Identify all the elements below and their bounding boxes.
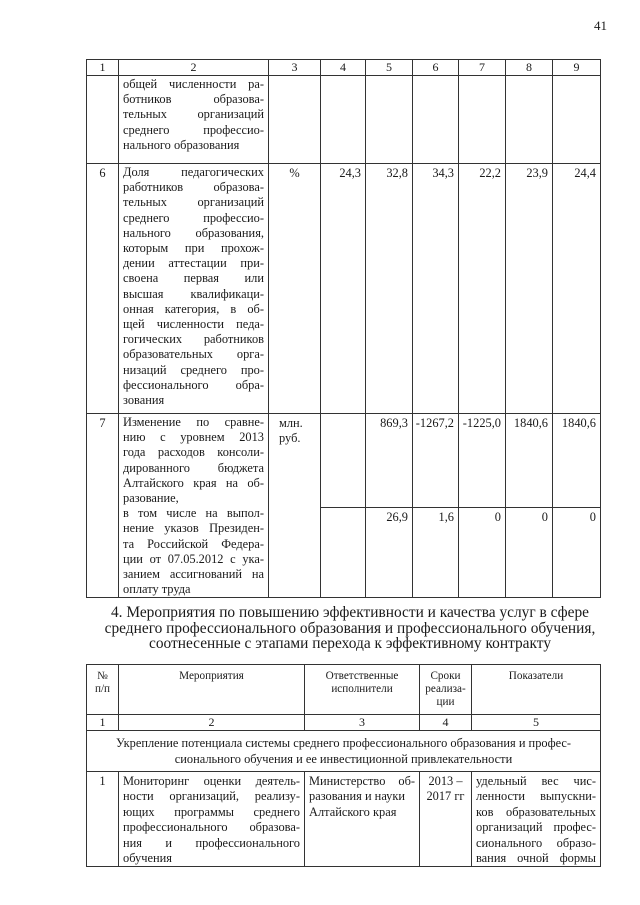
table-header-row — [87, 665, 601, 715]
column-number: 4 — [420, 715, 472, 731]
column-number: 6 — [413, 60, 459, 76]
value-cell: 0 — [506, 508, 553, 598]
table-row-7 — [87, 414, 601, 508]
section-title: Укрепление потенциала системы среднего профессионального образования и профес- сионального обучения и ее инвестиционной привлекательности — [87, 731, 601, 772]
measures-table — [86, 664, 601, 867]
column-number: 8 — [506, 60, 553, 76]
column-number: 3 — [269, 60, 321, 76]
value-cell: 0 — [553, 508, 601, 598]
column-number: 9 — [553, 60, 601, 76]
unit: млн. руб. — [269, 414, 321, 598]
indicator-description: Изменение по сравне- нию с уровнем 2013 года расходов консоли- дированного бюджета Алтайского края на об- разование, в том числе на выпол- нение указов Президен- та Российской Федера- ции от 07.05.2012 с ука- занием ассигнований на оплату труда — [119, 414, 269, 598]
column-number: 1 — [87, 715, 119, 731]
column-number: 5 — [472, 715, 601, 731]
row-number: 6 — [87, 164, 119, 414]
section-heading: 4. Мероприятия по повышению эффективности и качества услуг в сфере среднего профессионального образования и профессионального обучения, соотнесенные с этапами перехода к эффективному контракту — [104, 604, 596, 652]
indicator-description: общей численности ра- ботников образова- тельных организаций среднего профессио- нального образования — [119, 76, 269, 164]
term: 2013 – 2017 гг — [420, 772, 472, 867]
column-number: 2 — [119, 715, 305, 731]
value-cell — [321, 508, 366, 598]
row-number: 1 — [87, 772, 119, 867]
header-responsible: Ответственные исполнители — [305, 665, 420, 715]
row-number: 7 — [87, 414, 119, 598]
value-cell: 1,6 — [413, 508, 459, 598]
header-events: Мероприятия — [119, 665, 305, 715]
page-number: 41 — [594, 18, 607, 33]
value-cell: 1840,6 — [506, 414, 553, 508]
header-number: № п/п — [87, 665, 119, 715]
indicator-description: Доля педагогических работников образова- тельных организаций среднего профессио- нального образования, которым при прохож- дении аттестации при- своена первая или высшая квалификаци- онная категория, в об- щей численности педа- гогических работников образовательных орга- низаций среднего про- фессионального обра- зования — [119, 164, 269, 414]
column-number: 2 — [119, 60, 269, 76]
column-number: 4 — [321, 60, 366, 76]
value-cell: 34,3 — [413, 164, 459, 414]
section-row — [87, 731, 601, 772]
value-cell: 1840,6 — [553, 414, 601, 508]
column-number-row — [87, 715, 601, 731]
value-cell: 23,9 — [506, 164, 553, 414]
value-cell — [321, 414, 366, 508]
event-description: Мониторинг оценки деятель- ности организаций, реализу- ющих программы среднего профессионального образова- ния и профессионального обучения — [119, 772, 305, 867]
value-cell: 32,8 — [366, 164, 413, 414]
value-cell: 24,4 — [553, 164, 601, 414]
indicator: удельный вес чис- ленности выпускни- ков образовательных организаций профес- сионального образо- вания очной формы — [472, 772, 601, 867]
unit: % — [269, 164, 321, 414]
column-number: 5 — [366, 60, 413, 76]
value-cell: 24,3 — [321, 164, 366, 414]
header-terms: Сроки реализа- ции — [420, 665, 472, 715]
responsible-party: Министерство об- разования и науки Алтайского края — [305, 772, 420, 867]
value-cell: 26,9 — [366, 508, 413, 598]
column-number: 1 — [87, 60, 119, 76]
value-cell: 0 — [459, 508, 506, 598]
column-number-row — [87, 60, 601, 76]
value-cell: 869,3 — [366, 414, 413, 508]
indicators-table — [86, 59, 601, 598]
column-number: 7 — [459, 60, 506, 76]
value-cell: -1225,0 — [459, 414, 506, 508]
header-indicators: Показатели — [472, 665, 601, 715]
column-number: 3 — [305, 715, 420, 731]
value-cell: -1267,2 — [413, 414, 459, 508]
table-row-6 — [87, 164, 601, 414]
table-row-1 — [87, 772, 601, 867]
value-cell: 22,2 — [459, 164, 506, 414]
continued-row — [87, 76, 601, 164]
